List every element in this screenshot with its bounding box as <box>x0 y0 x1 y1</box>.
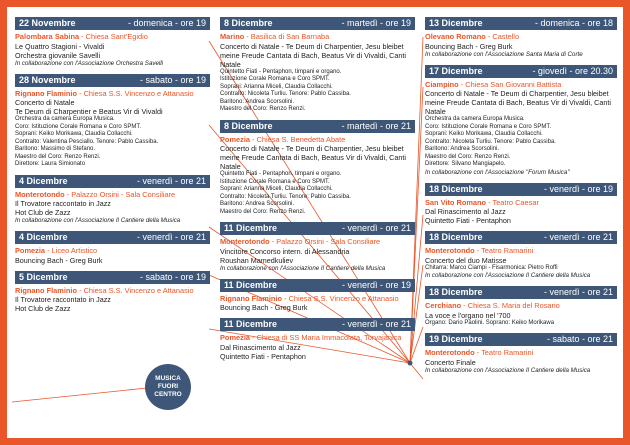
event-day-time: - sabato - ore 21 <box>546 334 613 344</box>
event-date: 4 Dicembre <box>19 175 68 186</box>
event-card <box>220 222 415 273</box>
event-town: Cerchiano <box>425 301 462 310</box>
event-line: Il Trovatore raccontato in Jazz <box>15 199 111 208</box>
event-town: Marino <box>220 32 245 41</box>
event-venue: - Basilica di San Barnaba <box>246 32 330 41</box>
event-town: Olevano Romano <box>425 32 486 41</box>
musica-fuori-centro-logo: MUSICA FUORI CENTRO <box>145 364 191 410</box>
event-detail: Baritono: Massimo di Stefano. <box>15 146 96 152</box>
event-card <box>220 17 415 114</box>
column-1 <box>15 17 210 319</box>
event-detail: Direttore: Silvano Mangiapelo. <box>425 161 506 167</box>
event-day-time: - venerdì - ore 21 <box>136 175 206 186</box>
event-town: Pomezia <box>220 134 250 144</box>
column-2 <box>220 17 415 367</box>
event-header <box>15 17 210 30</box>
event-line: Le Quattro Stagioni - Vivaldi <box>15 41 105 51</box>
event-town: Rignano Flaminio <box>15 88 77 98</box>
event-venue: - Chiesa San Giovanni Battista <box>460 79 562 89</box>
event-detail: Soprani: Keiko Morikawa, Claudia Collacchi. <box>15 131 133 137</box>
event-date: 8 Dicembre <box>224 120 273 131</box>
event-day-time: - venerdì - ore 19 <box>341 279 411 290</box>
event-venue: - Teatro Caesar <box>488 197 539 207</box>
event-date: 19 Dicembre <box>429 334 483 344</box>
event-venue: - Chiesa S. Benedetta Abate <box>252 134 346 144</box>
event-detail: Maestro del Coro: Renzo Renzi. <box>220 208 306 215</box>
event-date: 8 Dicembre <box>224 18 273 28</box>
event-location <box>425 348 617 358</box>
event-line: Te Deum di Charpentier e Beatus Vir di Vivaldi <box>15 107 163 116</box>
event-detail: Quintetto Fiati - Pentaphon, timpani e organo. <box>220 68 342 75</box>
event-venue: - Chiesa S.S. Vincenzo e Attanasio <box>79 285 194 295</box>
event-location <box>15 89 210 99</box>
event-detail: Orchestra da camera Europa Musica. <box>425 116 525 122</box>
event-date: 11 Dicembre <box>224 319 278 329</box>
event-card <box>220 318 415 361</box>
event-detail: Organo: Dario Paolini. Soprano: Keiko Morikawa <box>425 319 555 326</box>
event-town: Monterotondo <box>425 348 475 357</box>
event-location <box>15 190 210 200</box>
event-location <box>220 294 415 304</box>
program-page <box>7 7 623 438</box>
event-note: In collaborazione con l'Associazione Il Cantiere della Musica <box>425 366 591 374</box>
event-town: Rignano Flaminio <box>220 293 282 303</box>
event-day-time: - venerdì - ore 21 <box>543 287 613 297</box>
event-line: Hot Club de Zazz <box>15 304 71 313</box>
event-date: 11 Dicembre <box>224 223 278 233</box>
event-venue: - Chiesa S.S. Vincenzo e Attanasio <box>79 88 194 98</box>
event-detail: Contralto: Nicoleta Turliu. Tenore: Pablo Cassiba. <box>220 193 351 200</box>
event-detail: Coro: Istituzione Corale Romana e Coro SPMT. <box>15 123 142 130</box>
event-line: Quintetto Fiati - Pentaphon <box>425 216 511 225</box>
event-line: Concerto del duo Matisse <box>425 255 507 265</box>
event-venue: - Chiesa S. Maria del Rosario <box>463 301 560 310</box>
event-header <box>220 222 415 235</box>
event-card <box>425 183 617 226</box>
event-location <box>425 32 617 42</box>
event-town: Monterotondo <box>220 237 270 246</box>
event-detail: Baritono: Andrea Scorsolini. <box>425 146 500 152</box>
event-day-time: - sabato - ore 19 <box>139 74 206 85</box>
event-detail: Baritono: Andrea Scorsolini. <box>220 98 295 105</box>
event-town: San Vito Romano <box>425 197 487 207</box>
event-detail: Maestro del Coro: Renzo Renzi. <box>425 153 511 160</box>
event-line: Concerto di Natale <box>15 98 75 107</box>
event-header <box>425 286 617 299</box>
event-town: Pomezia <box>220 333 250 342</box>
event-detail: Istituzione Corale Romana e Coro SPMT. <box>220 76 330 82</box>
event-header <box>425 231 617 244</box>
event-detail: Contralto: Nicoleta Turliu. Tenore: Pablo Cassiba. <box>220 91 351 97</box>
event-venue: - Palazzo Orsini - Sala Consiliare <box>271 237 381 246</box>
event-town: Pomezia <box>15 246 45 255</box>
event-header <box>425 65 617 78</box>
event-detail: Soprani: Arianna Miceli, Claudia Collacchi. <box>220 83 333 90</box>
event-card <box>15 74 210 169</box>
event-card <box>425 231 617 280</box>
event-date: 4 Dicembre <box>19 232 68 242</box>
event-header <box>220 120 415 133</box>
event-detail: Soprani: Keiko Morikawa, Claudia Collacchi. <box>425 131 543 137</box>
event-card <box>425 286 617 327</box>
event-card <box>15 231 210 265</box>
event-town: Monterotondo <box>15 189 65 199</box>
event-location <box>425 80 617 90</box>
event-header <box>15 175 210 188</box>
event-detail: Contralto: Nicoleta Turliu. Tenore: Pablo Cassiba. <box>425 138 556 145</box>
event-day-time: - giovedì - ore 20.30 <box>532 65 613 76</box>
event-location <box>425 246 617 256</box>
event-header <box>425 333 617 346</box>
event-day-time: - venerdì - ore 21 <box>543 232 613 242</box>
event-day-time: - venerdì - ore 19 <box>543 183 613 194</box>
event-header <box>15 271 210 284</box>
event-day-time: - martedì - ore 19 <box>341 18 411 28</box>
event-detail: Coro: Istituzione Corale Romana e Coro SPMT. <box>425 123 552 130</box>
event-line: Hot Club de Zazz <box>15 208 71 217</box>
event-header <box>220 279 415 292</box>
event-date: 11 Dicembre <box>224 279 278 290</box>
event-card <box>425 17 617 59</box>
event-header <box>15 231 210 244</box>
event-location <box>425 198 617 208</box>
event-venue: - Palazzo Orsini - Sala Consiliare <box>66 189 176 199</box>
event-header <box>220 17 415 30</box>
event-date: 13 Dicembre <box>429 18 483 28</box>
event-location <box>220 333 415 343</box>
event-line: Concerto di Natale - Te Deum di Charpentier, Jesu bleibet meine Freude Cantata di Bach, Beatus Vir di Vivaldi, Canti Natale <box>425 89 611 116</box>
event-line: Concerto Finale <box>425 357 476 367</box>
event-location <box>15 32 210 42</box>
event-venue: - Liceo Artistico <box>47 246 98 255</box>
event-note: In collaborazione con l'Associazione Il Cantiere della Musica <box>15 217 181 224</box>
event-town: Palombara Sabina <box>15 32 80 41</box>
event-location <box>220 32 415 42</box>
event-note: In collaborazione con l'Associazione Il Cantiere della Musica <box>220 264 386 272</box>
event-detail: Contralto: Valentina Pesciallo. Tenore: Pablo Cassiba. <box>15 138 159 145</box>
event-location <box>220 135 415 145</box>
event-detail: Orchestra da camera Europa Musica. <box>15 116 115 122</box>
event-line: Dal Rinascimento al Jazz <box>425 207 506 216</box>
event-detail: Chitarra: Marco Ciampi - Fisarmonica: Pietro Roffi <box>425 264 558 271</box>
event-date: 18 Dicembre <box>429 183 483 194</box>
event-card <box>220 120 415 217</box>
event-line: Bouncing Bach - Greg Burk <box>220 303 308 312</box>
event-venue: - Chiesa Sant'Egidio <box>81 32 148 41</box>
event-card <box>15 175 210 226</box>
event-location <box>15 246 210 256</box>
event-header <box>425 183 617 196</box>
event-line: Vincitore Concorso intern. di Alessandria <box>220 246 350 256</box>
event-venue: - Castello <box>487 32 520 41</box>
event-detail: Maestro del Coro: Renzo Renzi. <box>220 106 306 112</box>
event-detail: Istituzione Corale Romana e Coro SPMT. <box>220 178 330 185</box>
event-line: Bouncing Bach - Greg Burk <box>15 255 103 265</box>
event-day-time: - venerdì - ore 21 <box>341 223 411 233</box>
event-header <box>220 318 415 331</box>
event-line: Bouncing Bach - Greg Burk <box>425 41 513 51</box>
event-note: In collaborazione con l'Associazione "Forum Musica" <box>425 168 570 176</box>
event-line: La voce e l'organo nel '700 <box>425 310 511 320</box>
event-card <box>220 279 415 313</box>
event-date: 28 Novembre <box>19 74 76 85</box>
event-date: 18 Dicembre <box>429 287 483 297</box>
event-town: Ciampino <box>425 79 459 89</box>
event-venue: - Chiesa di SS Maria Immacolata, Torvajanica <box>252 333 402 342</box>
event-venue: - Teatro Ramarini <box>476 348 534 357</box>
event-date: 5 Dicembre <box>19 271 68 282</box>
event-date: 18 Dicembre <box>429 232 483 242</box>
event-date: 17 Dicembre <box>429 65 483 76</box>
event-detail: Baritono: Andrea Scorsolini. <box>220 201 295 207</box>
event-detail: Soprani: Arianna Miceli, Claudia Collacchi. <box>220 186 333 192</box>
event-venue: - Chiesa S.S. Vincenzo e Attanasio <box>284 293 399 303</box>
event-header <box>15 74 210 87</box>
event-line: Dal Rinascimento al Jazz <box>220 342 301 352</box>
event-line: Concerto di Natale - Te Deum di Charpentier, Jesu bleibet meine Freude Cantata di Bach, Beatus Vir di Vivaldi, Canti Natale <box>220 41 406 69</box>
event-town: Rignano Flaminio <box>15 285 77 295</box>
event-line: Quintetto Fiati - Pentaphon <box>220 351 306 361</box>
event-location <box>220 237 415 247</box>
event-detail: Maestro del Coro: Renzo Renzi. <box>15 153 101 160</box>
event-card <box>15 271 210 314</box>
event-card <box>15 17 210 68</box>
event-location <box>425 301 617 311</box>
event-header <box>425 17 617 30</box>
event-line: Roushan Mamedkuliev <box>220 255 294 265</box>
event-note: In collaborazione con l'Associazione Orchestra Savelli <box>15 59 164 67</box>
event-location <box>15 286 210 296</box>
event-card <box>425 333 617 375</box>
event-line: Concerto di Natale - Te Deum di Charpentier, Jesu bleibet meine Freude Cantata di Bach, Beatus Vir di Vivaldi, Canti Natale <box>220 144 406 171</box>
event-venue: - Teatro Ramarini <box>476 246 534 255</box>
event-card <box>425 65 617 177</box>
event-day-time: - sabato - ore 19 <box>139 271 206 282</box>
event-day-time: - venerdì - ore 21 <box>341 319 411 329</box>
event-detail: Direttore: Laura Simionato <box>15 161 86 167</box>
event-line: Orchestra giovanile Savelli <box>15 50 101 60</box>
event-day-time: - domenica - ore 19 <box>127 18 206 28</box>
event-note: In collaborazione con l'Associazione Santa Maria di Corte <box>425 50 583 58</box>
event-day-time: - domenica - ore 18 <box>534 18 613 28</box>
event-date: 22 Novembre <box>19 18 76 28</box>
event-day-time: - venerdì - ore 21 <box>136 232 206 242</box>
column-3 <box>425 17 617 381</box>
event-line: Il Trovatore raccontato in Jazz <box>15 295 111 304</box>
event-note: In collaborazione con l'Associazione Il Cantiere della Musica <box>425 272 591 279</box>
event-detail: Quintetto Fiati - Pentaphon, timpani e organo. <box>220 171 342 177</box>
event-town: Monterotondo <box>425 246 475 255</box>
event-day-time: - martedì - ore 21 <box>341 120 411 131</box>
